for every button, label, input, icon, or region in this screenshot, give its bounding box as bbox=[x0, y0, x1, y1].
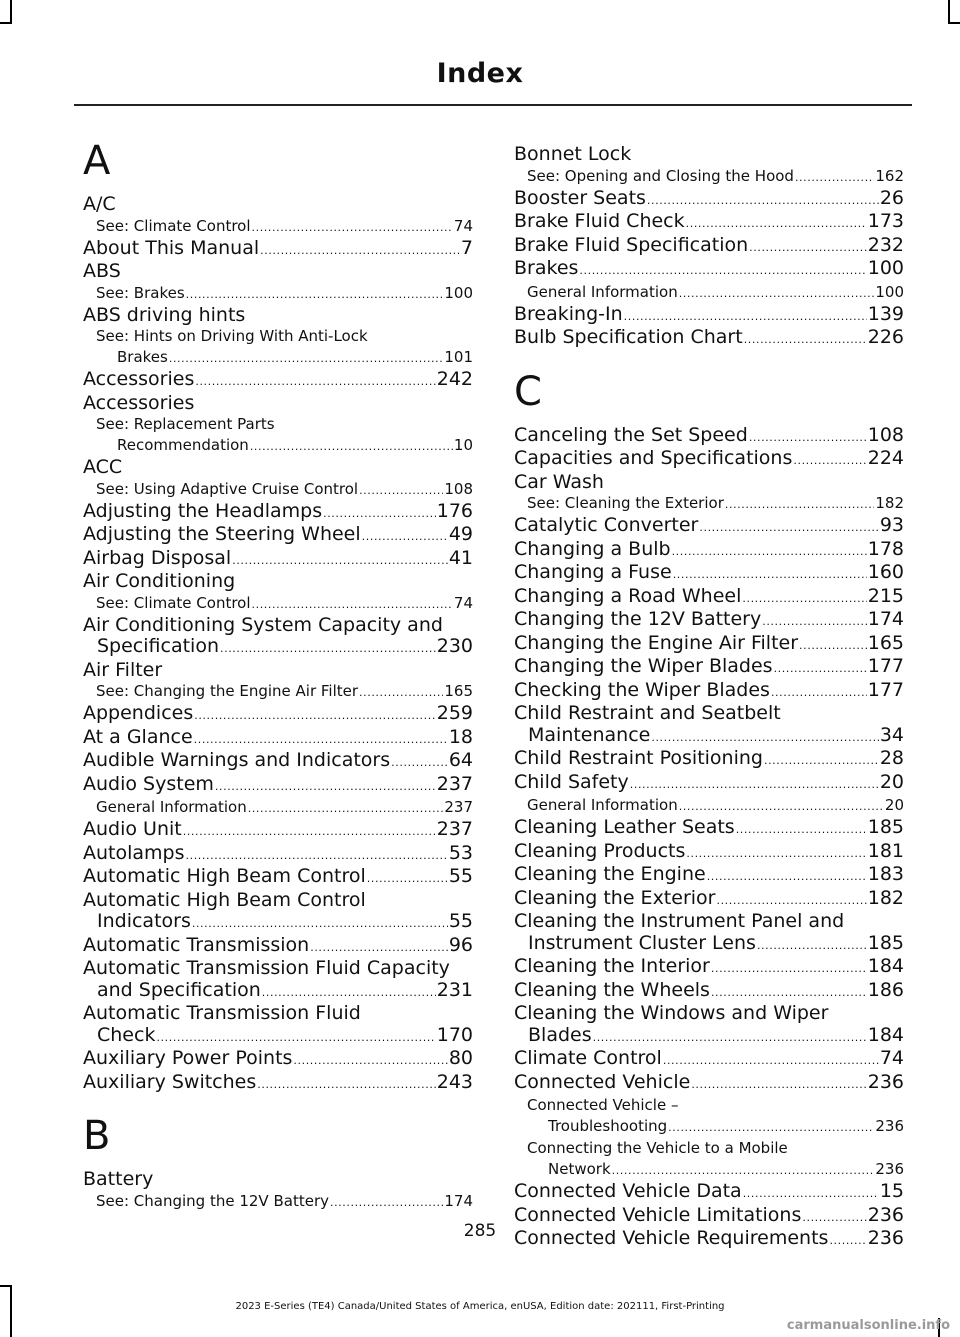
index-entry bbox=[514, 258, 904, 304]
section-letter-c: C bbox=[514, 368, 542, 415]
index-entry bbox=[514, 1072, 904, 1182]
entry-title[interactable]: Child Safety ..... 20 bbox=[514, 772, 904, 796]
index-entry bbox=[83, 457, 473, 501]
entry-title[interactable]: Brakes ..... 100 bbox=[514, 258, 904, 282]
index-column-left bbox=[83, 120, 473, 1213]
entry-title[interactable]: Connected Vehicle ..... 236 bbox=[514, 1072, 904, 1096]
edition-footer: 2023 E-Series (TE4) Canada/United States of America, enUSA, Edition date: 202111, First-Printing bbox=[235, 1301, 725, 1312]
index-entry[interactable]: Changing a Fuse ..... 160 bbox=[514, 562, 904, 586]
entry-subentry[interactable]: See: Brakes ..... 100 bbox=[83, 283, 473, 305]
index-entry[interactable]: Cleaning Products ..... 181 bbox=[514, 841, 904, 865]
index-entry[interactable]: Automatic High Beam Control Indicators ..... 55 bbox=[83, 890, 473, 935]
index-entry[interactable]: Connected Vehicle Limitations ..... 236 bbox=[514, 1205, 904, 1229]
index-entry[interactable]: Brake Fluid Specification ..... 232 bbox=[514, 235, 904, 259]
entry-title: ACC bbox=[83, 456, 123, 478]
index-entry[interactable]: Cleaning the Wheels ..... 186 bbox=[514, 980, 904, 1004]
entry-title: Battery bbox=[83, 1168, 154, 1190]
index-entry[interactable]: Appendices ..... 259 bbox=[83, 703, 473, 727]
entry-subentry[interactable]: See: Changing the 12V Battery ..... 174 bbox=[83, 1191, 473, 1213]
index-entry[interactable]: Capacities and Specifications ..... 224 bbox=[514, 448, 904, 472]
entry-subentry[interactable]: See: Changing the Engine Air Filter ..... 165 bbox=[83, 681, 473, 703]
index-entry[interactable]: Automatic Transmission Fluid Check ..... 170 bbox=[83, 1003, 473, 1048]
index-entry[interactable]: Changing the 12V Battery ..... 174 bbox=[514, 609, 904, 633]
entry-subentry[interactable]: See: Hints on Driving With Anti-Lock Brakes ..... 101 bbox=[83, 326, 473, 369]
title-divider bbox=[74, 104, 912, 106]
index-entry bbox=[83, 305, 473, 370]
entry-title: ABS driving hints bbox=[83, 303, 246, 326]
index-entry bbox=[83, 1169, 473, 1213]
index-entry[interactable]: Cleaning the Engine ..... 183 bbox=[514, 864, 904, 888]
entry-title: Air Conditioning bbox=[83, 570, 236, 592]
entry-subentry[interactable]: Connected Vehicle – Troubleshooting ..... 236 bbox=[514, 1095, 904, 1138]
index-entry bbox=[83, 660, 473, 704]
entry-subentry[interactable]: See: Using Adaptive Cruise Control ..... 108 bbox=[83, 479, 473, 501]
index-entry[interactable]: Connected Vehicle Data ..... 15 bbox=[514, 1181, 904, 1205]
index-entry[interactable]: Automatic High Beam Control ..... 55 bbox=[83, 866, 473, 890]
index-entry[interactable]: Automatic Transmission Fluid Capacity and Specification ..... 231 bbox=[83, 958, 473, 1003]
index-entry bbox=[83, 194, 473, 238]
index-entry[interactable]: Autolamps ..... 53 bbox=[83, 843, 473, 867]
index-entry[interactable]: Child Restraint Positioning ..... 28 bbox=[514, 748, 904, 772]
entry-subentry[interactable]: General Information ..... 100 bbox=[514, 282, 904, 304]
index-entry[interactable]: Cleaning Leather Seats ..... 185 bbox=[514, 817, 904, 841]
index-entry[interactable]: Changing a Road Wheel ..... 215 bbox=[514, 586, 904, 610]
index-entry[interactable]: Bulb Specification Chart ..... 226 bbox=[514, 327, 904, 351]
crop-mark bbox=[0, 1285, 12, 1287]
index-entry[interactable]: Changing the Wiper Blades ..... 177 bbox=[514, 656, 904, 680]
index-entry bbox=[83, 571, 473, 615]
index-entry[interactable]: Adjusting the Headlamps ..... 176 bbox=[83, 501, 473, 525]
entry-title: A/C bbox=[83, 193, 116, 215]
index-entry[interactable]: Canceling the Set Speed ..... 108 bbox=[514, 425, 904, 449]
index-entry[interactable]: Cleaning the Exterior ..... 182 bbox=[514, 888, 904, 912]
index-entry[interactable]: Connected Vehicle Requirements ..... 236 bbox=[514, 1228, 904, 1252]
index-entry[interactable]: Air Conditioning System Capacity and Specification ..... 230 bbox=[83, 615, 473, 660]
index-entry[interactable]: Cleaning the Interior ..... 184 bbox=[514, 956, 904, 980]
index-entry bbox=[514, 472, 904, 516]
entry-subentry[interactable]: General Information ..... 237 bbox=[83, 797, 473, 819]
index-entry[interactable]: Checking the Wiper Blades ..... 177 bbox=[514, 680, 904, 704]
entry-title: Air Filter bbox=[83, 658, 163, 681]
crop-mark bbox=[10, 0, 12, 24]
section-letter-b: B bbox=[83, 1113, 111, 1159]
index-entry[interactable]: Automatic Transmission ..... 96 bbox=[83, 935, 473, 959]
page-number: 285 bbox=[463, 1221, 497, 1241]
entry-title: Bonnet Lock bbox=[514, 143, 632, 165]
index-entry[interactable]: Audio Unit ..... 237 bbox=[83, 819, 473, 843]
index-entry[interactable]: Auxiliary Switches ..... 243 bbox=[83, 1072, 473, 1096]
entry-subentry[interactable]: See: Climate Control ..... 74 bbox=[83, 216, 473, 238]
index-entry[interactable]: Cleaning the Instrument Panel and Instrument Cluster Lens ..... 185 bbox=[514, 911, 904, 956]
index-entry[interactable]: Breaking-In ..... 139 bbox=[514, 304, 904, 328]
index-entry[interactable]: Adjusting the Steering Wheel ..... 49 bbox=[83, 524, 473, 548]
index-entry[interactable]: Child Restraint and Seatbelt Maintenance ..... 34 bbox=[514, 703, 904, 748]
index-entry bbox=[514, 772, 904, 818]
entry-subentry[interactable]: Connecting the Vehicle to a Mobile Network ..... 236 bbox=[514, 1138, 904, 1181]
crop-mark bbox=[0, 22, 12, 24]
entry-title[interactable]: Audio System ..... 237 bbox=[83, 774, 473, 798]
page-title: Index bbox=[436, 58, 524, 89]
entry-title: Car Wash bbox=[514, 470, 604, 493]
index-entry[interactable]: Catalytic Converter ..... 93 bbox=[514, 515, 904, 539]
crop-mark bbox=[948, 22, 960, 24]
entry-title: ABS bbox=[83, 260, 121, 282]
entry-subentry[interactable]: See: Climate Control ..... 74 bbox=[83, 593, 473, 615]
index-entry bbox=[514, 144, 904, 188]
index-entry[interactable]: At a Glance ..... 18 bbox=[83, 727, 473, 751]
index-entry[interactable]: Auxiliary Power Points ..... 80 bbox=[83, 1048, 473, 1072]
entry-subentry[interactable]: General Information ..... 20 bbox=[514, 795, 904, 817]
index-entry[interactable]: Changing a Bulb ..... 178 bbox=[514, 539, 904, 563]
index-entry[interactable]: Audible Warnings and Indicators ..... 64 bbox=[83, 750, 473, 774]
section-letter-a: A bbox=[83, 138, 111, 184]
index-entry[interactable]: Changing the Engine Air Filter ..... 165 bbox=[514, 633, 904, 657]
watermark: carmanualsonline.info bbox=[786, 1318, 950, 1333]
index-entry[interactable]: About This Manual ..... 7 bbox=[83, 238, 473, 262]
crop-mark bbox=[948, 0, 950, 24]
index-entry[interactable]: Booster Seats ..... 26 bbox=[514, 188, 904, 212]
index-entry[interactable]: Accessories ..... 242 bbox=[83, 369, 473, 393]
index-entry[interactable]: Airbag Disposal ..... 41 bbox=[83, 548, 473, 572]
index-entry[interactable]: Cleaning the Windows and Wiper Blades ..... 184 bbox=[514, 1003, 904, 1048]
entry-title: Accessories bbox=[83, 391, 195, 414]
index-entry bbox=[83, 774, 473, 820]
entry-subentry[interactable]: See: Cleaning the Exterior ..... 182 bbox=[514, 493, 904, 515]
entry-subentry[interactable]: See: Replacement Parts Recommendation ..... 10 bbox=[83, 414, 473, 457]
index-entry bbox=[83, 261, 473, 305]
index-entry[interactable]: Brake Fluid Check ..... 173 bbox=[514, 211, 904, 235]
index-column-right bbox=[514, 120, 904, 1252]
entry-subentry[interactable]: See: Opening and Closing the Hood ..... 162 bbox=[514, 166, 904, 188]
index-entry[interactable]: Climate Control ..... 74 bbox=[514, 1048, 904, 1072]
index-entry bbox=[83, 393, 473, 458]
